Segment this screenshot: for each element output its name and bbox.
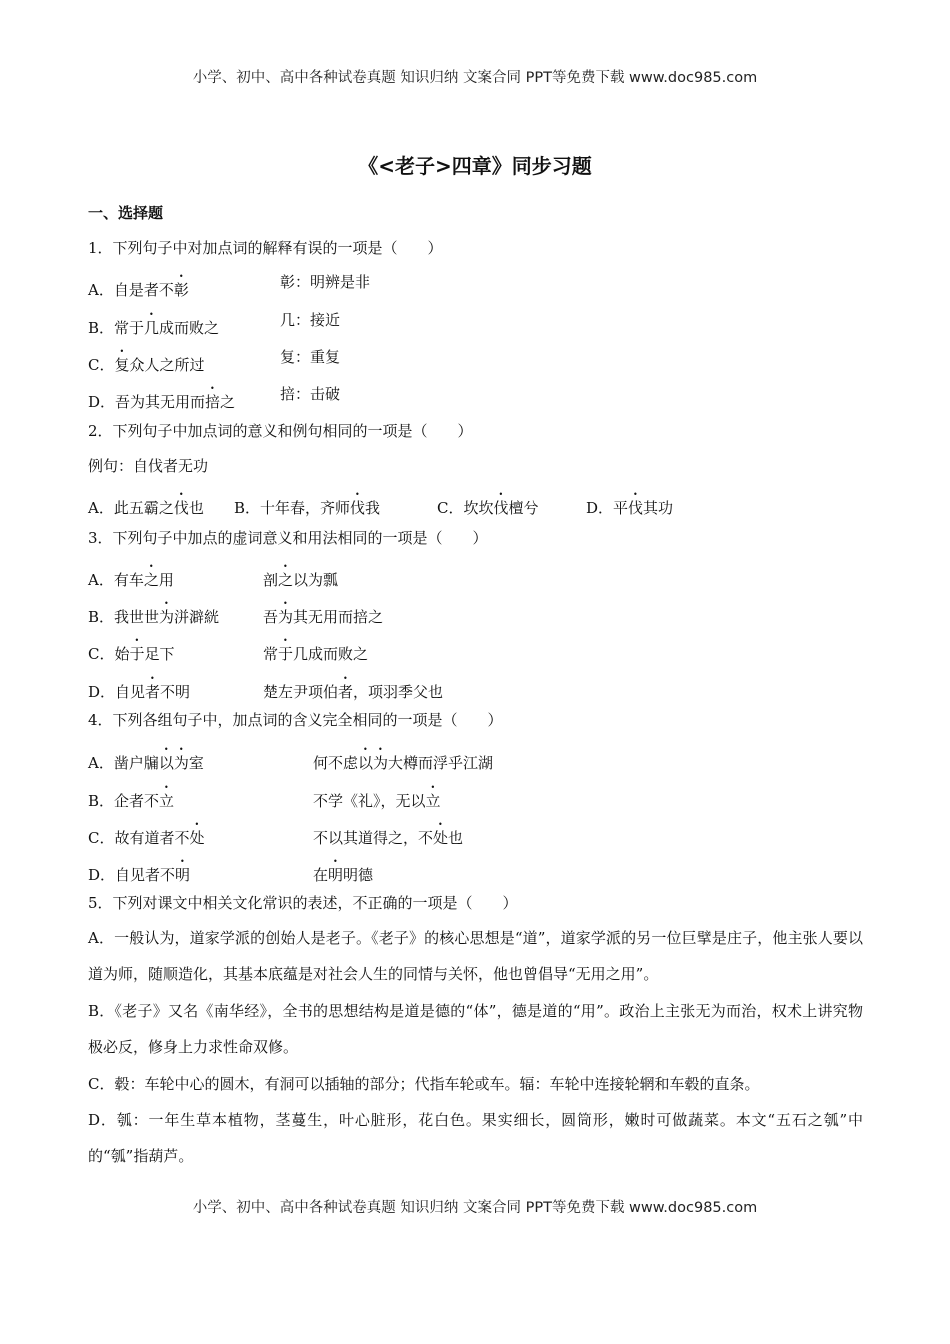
q2-example: 例句：自伐者无功 [88, 457, 209, 475]
q4-option-c: C．故有道者不处 [88, 829, 205, 847]
q4-compare-c: 不以其道得之，不处也 [313, 829, 464, 847]
q2-stem: 2．下列句子中加点词的意义和例句相同的一项是（ ） [88, 422, 473, 440]
q4-compare-d: 在明明德 [313, 866, 374, 884]
q3-compare-c: 常于几成而败之 [263, 645, 369, 663]
q4-compare-a: 何不虑以为大樽而浮乎江湖 [313, 754, 494, 772]
q2-option-d: D．平伐其功 [586, 499, 674, 517]
q3-option-a: A．有车之用 [88, 571, 174, 589]
q3-option-b: B．我世世为洴澼絖 [88, 608, 220, 626]
q2-option-b: B．十年春，齐师伐我 [234, 499, 381, 517]
q2-option-c: C．坎坎伐檀兮 [437, 499, 539, 517]
q3-option-c: C．始于足下 [88, 645, 175, 663]
q4-stem: 4．下列各组句子中，加点词的含义完全相同的一项是（ ） [88, 711, 503, 729]
q5-option-c: C．毂：车轮中心的圆木，有洞可以插轴的部分；代指车轮或车。辐：车轮中连接轮辋和车毂的直条。 [88, 1075, 760, 1093]
q4-option-a: A．凿户牖以为室 [88, 754, 204, 772]
page-footer: 小学、初中、高中各种试卷真题 知识归纳 文案合同 PPT等免费下载 www.doc985.com [192, 1200, 758, 1216]
q3-stem: 3．下列句子中加点的虚词意义和用法相同的一项是（ ） [88, 529, 488, 547]
page-header: 小学、初中、高中各种试卷真题 知识归纳 文案合同 PPT等免费下载 www.doc985.com [192, 70, 758, 86]
q4-option-d: D．自见者不明 [88, 866, 191, 884]
q1-option-c: C．复众人之所过 [88, 356, 205, 374]
q4-compare-b: 不学《礼》，无以立 [313, 792, 441, 810]
q3-compare-a: 剖之以为瓢 [263, 571, 339, 589]
q1-stem: 1．下列句子中对加点词的解释有误的一项是（ ） [88, 239, 443, 257]
q5-option-d: D．瓠：一年生草本植物，茎蔓生，叶心脏形，花白色。果实细长，圆筒形，嫩时可做蔬菜。本文“五石之瓠”中的“瓠”指葫芦。 [88, 1111, 863, 1165]
q1-option-b: B．常于几成而败之 [88, 319, 220, 337]
q3-compare-b: 吾为其无用而掊之 [263, 608, 384, 626]
page-title: 《<老子>四章》同步习题 [358, 154, 592, 178]
q3-option-d: D．自见者不明 [88, 683, 191, 701]
q1-note-c: 复：重复 [280, 348, 341, 366]
q1-note-b: 几：接近 [280, 311, 341, 329]
q1-option-d: D．吾为其无用而掊之 [88, 393, 236, 411]
section-heading: 一、选择题 [88, 204, 164, 222]
q3-compare-d: 楚左尹项伯者，项羽季父也 [263, 683, 444, 701]
q4-option-b: B．企者不立 [88, 792, 175, 810]
q5-stem: 5．下列对课文中相关文化常识的表述，不正确的一项是（ ） [88, 894, 518, 912]
q1-option-a: A．自是者不彰 [88, 281, 189, 299]
q2-option-a: A．此五霸之伐也 [88, 499, 204, 517]
q5-option-a: A．一般认为，道家学派的创始人是老子。《老子》的核心思想是“道”，道家学派的另一位巨擘是庄子，他主张人要以道为师，随顺造化，其基本底蕴是对社会人生的同情与关怀，他也曾倡导“无用之用”。 [88, 929, 863, 983]
q1-note-a: 彰：明辨是非 [280, 273, 371, 291]
q5-option-b: B．《老子》又名《南华经》，全书的思想结构是道是德的“体”，德是道的“用”。政治上主张无为而治，权术上讲究物极必反，修身上力求性命双修。 [88, 1002, 863, 1056]
q1-note-d: 掊：击破 [280, 385, 341, 403]
